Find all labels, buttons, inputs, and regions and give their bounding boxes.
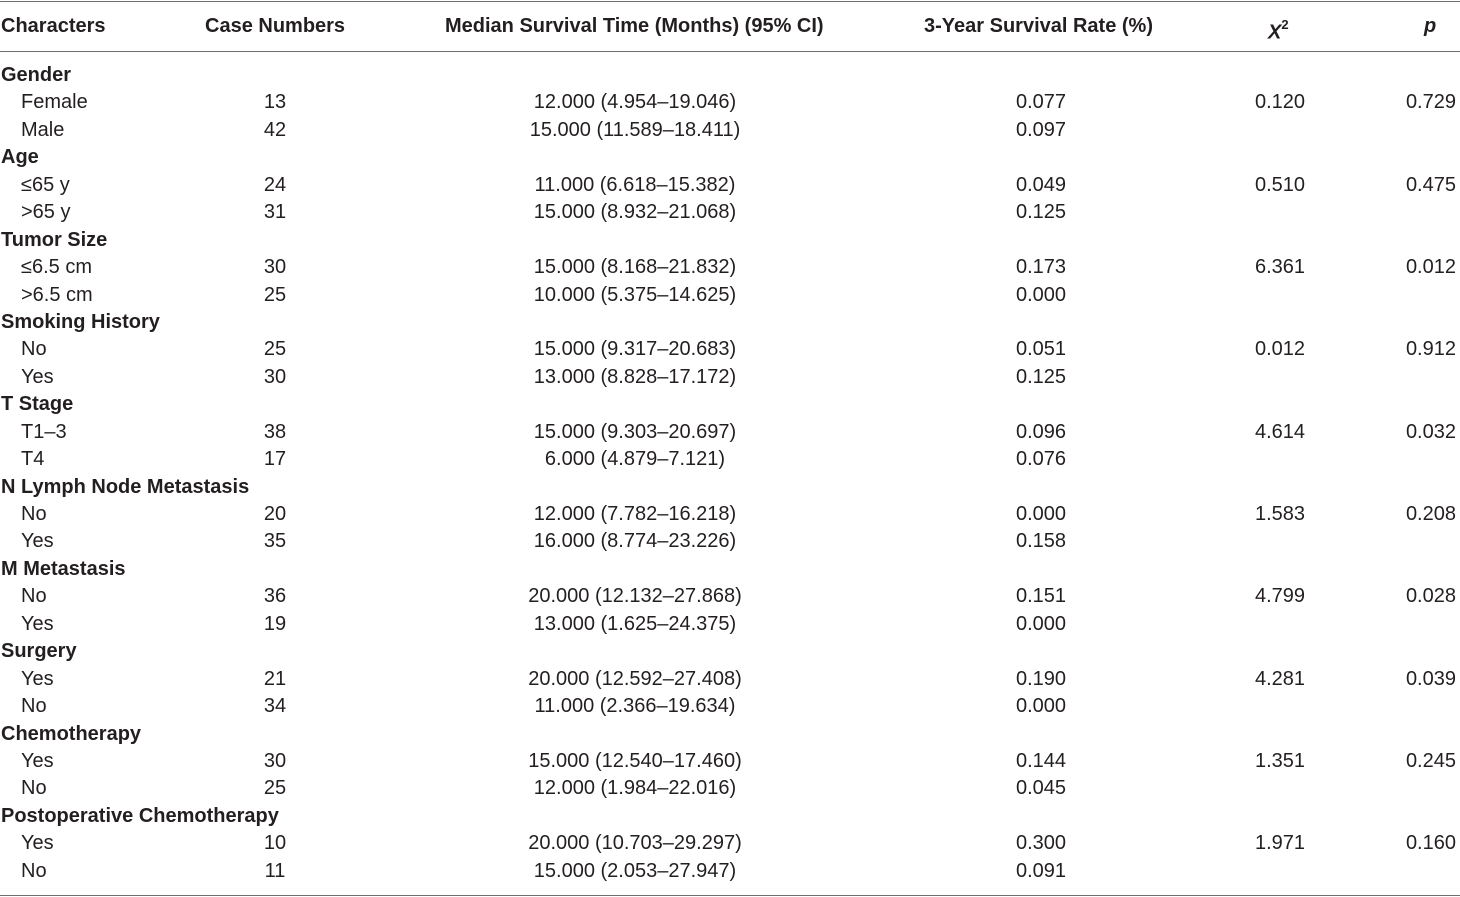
header-rule [0,51,1460,52]
median-survival: 6.000 (4.879–7.121) [544,448,726,471]
table-row [0,117,1460,144]
table-row [0,419,1460,446]
survival-rate: 0.125 [1015,201,1067,224]
subgroup-name: ≤65 y [21,173,70,196]
subgroup-name: Yes [21,667,54,690]
chi-square-value: 1.583 [1254,503,1306,525]
p-value: 0.012 [1405,256,1456,279]
p-value: 0.912 [1405,338,1456,361]
table-row [0,693,1460,720]
case-number: 24 [263,173,287,196]
group-row [0,474,1460,501]
table-row [0,830,1460,857]
median-survival: 15.000 (9.303–20.697) [533,420,737,443]
subgroup-name: No [21,338,47,361]
survival-rate: 0.000 [1015,612,1067,635]
subgroup-name: >65 y [21,201,71,224]
median-survival: 20.000 (10.703–29.297) [528,832,742,855]
survival-rate: 0.151 [1015,585,1067,608]
group-row [0,309,1460,336]
case-number: 35 [263,530,287,553]
median-survival: 10.000 (5.375–14.625) [533,283,737,306]
table-row [0,611,1460,638]
group-row [0,144,1460,171]
group-label: Chemotherapy [1,722,142,745]
chi-square-value: 6.361 [1254,256,1306,279]
survival-rate: 0.049 [1015,173,1067,196]
survival-rate: 0.091 [1015,859,1067,882]
survival-rate: 0.125 [1015,365,1067,388]
median-survival: 12.000 (1.984–22.016) [533,777,737,800]
group-label: Gender [1,64,72,86]
group-row [0,721,1460,748]
header-chi-square-symbol: X [1268,21,1282,44]
table-row [0,528,1460,555]
survival-rate: 0.158 [1015,530,1067,553]
case-number: 25 [263,777,287,800]
subgroup-name: T1–3 [21,420,67,443]
survival-rate: 0.190 [1015,667,1067,690]
subgroup-name: Yes [21,365,54,388]
subgroup-name: Male [21,118,65,141]
table-row [0,336,1460,363]
p-value: 0.028 [1405,585,1456,608]
case-number: 36 [263,585,287,608]
group-label: Age [1,146,39,169]
table-row [0,775,1460,802]
p-value: 0.032 [1405,420,1456,443]
p-value: 0.475 [1405,173,1456,196]
median-survival: 15.000 (8.932–21.068) [533,201,737,224]
table-row [0,89,1460,116]
subgroup-name: ≤6.5 cm [21,256,92,279]
chi-square-value: 0.012 [1254,338,1306,361]
group-row [0,803,1460,830]
survival-rate: 0.051 [1015,338,1067,361]
header-chi-square-superscript: 2 [1281,17,1289,32]
median-survival: 20.000 (12.592–27.408) [528,667,742,690]
subgroup-name: Yes [21,832,54,855]
header-survival-rate: 3-Year Survival Rate (%) [924,15,1153,37]
median-survival: 11.000 (2.366–19.634) [534,695,736,718]
case-number: 42 [263,118,287,141]
case-number: 31 [263,201,287,224]
group-row [0,227,1460,254]
median-survival: 12.000 (7.782–16.218) [533,503,737,525]
survival-rate: 0.000 [1015,283,1067,306]
survival-rate: 0.077 [1015,91,1067,114]
group-row [0,391,1460,418]
chi-square-value: 4.799 [1254,585,1306,608]
case-number: 21 [263,667,287,690]
subgroup-name: Yes [21,612,54,635]
table-row [0,501,1460,528]
p-value: 0.039 [1405,667,1456,690]
survival-rate: 0.076 [1015,448,1067,471]
group-row [0,556,1460,583]
table-row [0,583,1460,610]
survival-rate: 0.097 [1015,118,1067,141]
p-value: 0.245 [1405,749,1456,772]
table-row [0,172,1460,199]
survival-rate: 0.000 [1015,503,1067,525]
subgroup-name: >6.5 cm [21,283,93,306]
case-number: 11 [264,859,286,882]
case-number: 19 [263,612,287,635]
group-label: N Lymph Node Metastasis [1,475,250,498]
case-number: 30 [263,749,287,772]
subgroup-name: No [21,695,47,718]
case-number: 25 [263,283,287,306]
subgroup-name: Female [21,91,88,114]
chi-square-value: 0.120 [1254,91,1306,114]
subgroup-name: T4 [21,448,45,471]
subgroup-name: No [21,777,47,800]
table-row [0,254,1460,281]
median-survival: 16.000 (8.774–23.226) [533,530,737,553]
case-number: 38 [263,420,287,443]
group-label: T Stage [1,393,74,416]
survival-rate: 0.000 [1015,695,1067,718]
p-value: 0.208 [1405,503,1456,525]
header-row [0,2,1460,51]
survival-rate: 0.144 [1015,749,1067,772]
case-number: 17 [263,448,287,471]
subgroup-name: Yes [21,749,54,772]
header-chi-square [1268,2,1289,51]
median-survival: 13.000 (1.625–24.375) [533,612,737,635]
case-number: 13 [263,91,287,114]
p-value: 0.729 [1405,91,1456,114]
group-label: Surgery [1,640,77,663]
chi-square-value: 4.614 [1254,420,1306,443]
chi-square-value: 1.971 [1254,832,1306,855]
median-survival: 13.000 (8.828–17.172) [533,365,737,388]
group-row [0,638,1460,665]
case-number: 20 [263,503,287,525]
median-survival: 15.000 (12.540–17.460) [528,749,742,772]
p-value: 0.160 [1405,832,1456,855]
case-number: 30 [263,256,287,279]
subgroup-name: No [21,585,47,608]
table-row [0,199,1460,226]
median-survival: 20.000 (12.132–27.868) [528,585,742,608]
table-row [0,858,1460,885]
chi-square-value: 0.510 [1254,173,1306,196]
chi-square-value: 4.281 [1254,667,1306,690]
case-number: 25 [263,338,287,361]
header-characters: Characters [1,15,106,37]
table-body [0,62,1460,885]
table-row [0,748,1460,775]
bottom-rule [0,895,1460,896]
median-survival: 15.000 (2.053–27.947) [533,859,737,882]
group-label: M Metastasis [1,557,126,580]
median-survival: 11.000 (6.618–15.382) [534,173,736,196]
header-median-survival: Median Survival Time (Months) (95% CI) [445,15,824,37]
group-label: Smoking History [1,310,160,333]
header-p-value: p [1424,15,1437,37]
table-row [0,364,1460,391]
subgroup-name: No [21,859,47,882]
median-survival: 15.000 (8.168–21.832) [533,256,737,279]
median-survival: 15.000 (11.589–18.411) [529,118,741,141]
survival-rate: 0.045 [1015,777,1067,800]
group-label: Tumor Size [1,228,108,251]
group-label: Postoperative Chemotherapy [1,804,279,827]
survival-rate: 0.300 [1015,832,1067,855]
case-number: 30 [263,365,287,388]
subgroup-name: No [21,503,47,525]
median-survival: 15.000 (9.317–20.683) [533,338,737,361]
table-row [0,666,1460,693]
subgroup-name: Yes [21,530,54,553]
group-row [0,62,1460,89]
case-number: 34 [263,695,287,718]
median-survival: 12.000 (4.954–19.046) [533,91,737,114]
header-case-numbers: Case Numbers [205,15,346,37]
survival-rate: 0.096 [1015,420,1067,443]
survival-rate: 0.173 [1015,256,1067,279]
table-row [0,446,1460,473]
chi-square-value: 1.351 [1254,749,1306,772]
case-number: 10 [263,832,287,855]
table-row [0,282,1460,309]
